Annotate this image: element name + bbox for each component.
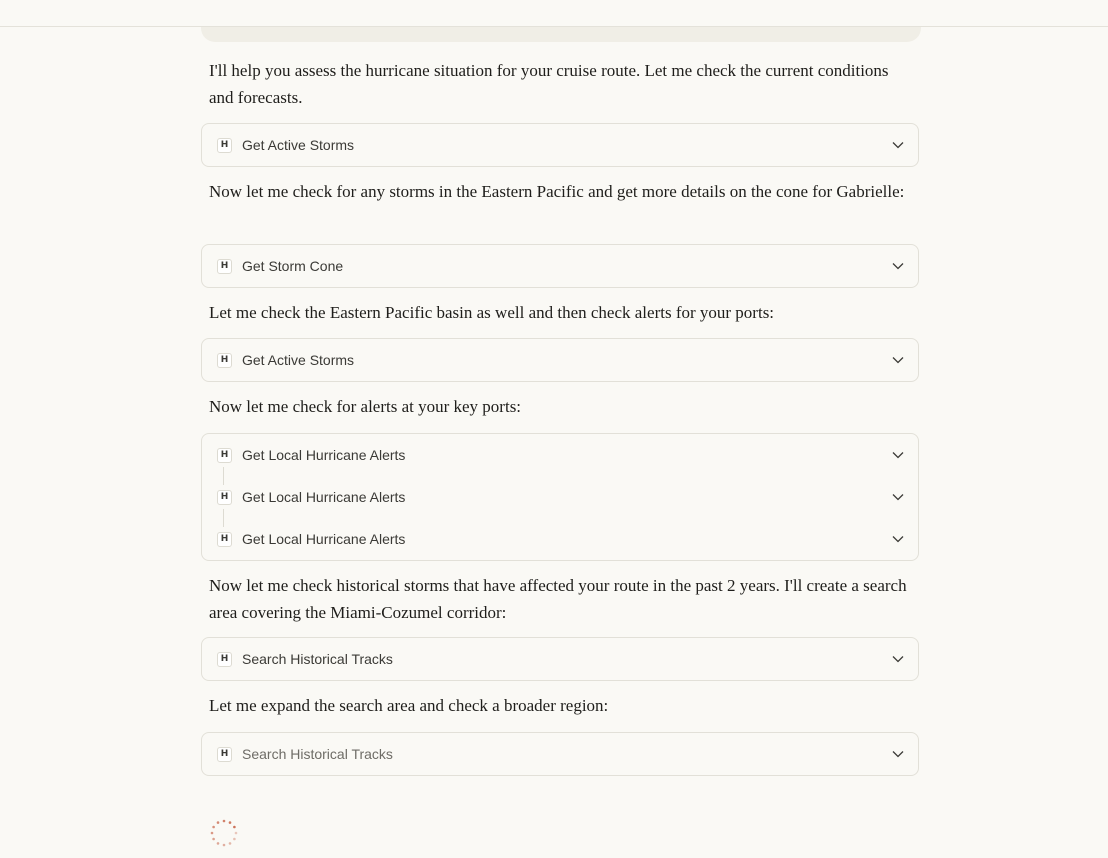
tool-row[interactable] [202,476,918,518]
assistant-text-6: Let me expand the search area and check a broader region: [209,696,609,715]
tool-name: Get Local Hurricane Alerts [242,447,406,463]
assistant-text-4: Now let me check for alerts at your key ports: [209,397,522,416]
tool-card-group-local-alerts [201,433,919,561]
assistant-text-1: I'll help you assess the hurricane situation for your cruise route. Let me check the current conditions and forecasts. [209,61,889,107]
tool-name: Search Historical Tracks [242,651,393,667]
tool-badge-icon: H [217,532,232,547]
chevron-down-icon[interactable] [892,262,904,270]
chevron-down-icon[interactable] [892,750,904,758]
tool-name: Get Local Hurricane Alerts [242,489,406,505]
tool-card-get-active-storms-2 [201,338,919,382]
loading-spinner-icon [209,818,239,848]
tool-card-get-active-storms-1 [201,123,919,167]
tool-card-get-storm-cone [201,244,919,288]
chevron-down-icon[interactable] [892,493,904,501]
tool-badge-icon: H [217,747,232,762]
tool-row[interactable] [202,638,918,680]
assistant-text-2: Now let me check for any storms in the Eastern Pacific and get more details on the cone for Gabrielle: [209,182,905,201]
chevron-down-icon[interactable] [892,356,904,364]
assistant-text-3: Let me check the Eastern Pacific basin as well and then check alerts for your ports: [209,303,775,322]
tool-name: Get Storm Cone [242,258,344,274]
tool-badge-icon: H [217,138,232,153]
assistant-text-5: Now let me check historical storms that have affected your route in the past 2 years. I'll create a search area covering the Miami-Cozumel corridor: [209,576,907,622]
tool-badge-icon: H [217,448,232,463]
tool-row[interactable] [202,124,918,166]
tool-row[interactable] [202,518,918,560]
tool-row[interactable] [202,733,918,775]
tool-row[interactable] [202,339,918,381]
chevron-down-icon[interactable] [892,535,904,543]
top-bar [0,0,1108,27]
tool-card-search-historical-tracks-1 [201,637,919,681]
tool-name: Get Active Storms [242,352,355,368]
chevron-down-icon[interactable] [892,141,904,149]
tool-row[interactable] [202,434,918,476]
chevron-down-icon[interactable] [892,655,904,663]
tool-badge-icon: H [217,652,232,667]
tool-name: Get Active Storms [242,137,355,153]
tool-badge-icon: H [217,353,232,368]
tool-badge-icon: H [217,490,232,505]
tool-name: Search Historical Tracks [242,746,393,762]
chevron-down-icon[interactable] [892,451,904,459]
tool-card-search-historical-tracks-2 [201,732,919,776]
tool-row[interactable] [202,245,918,287]
tool-badge-icon: H [217,259,232,274]
tool-name: Get Local Hurricane Alerts [242,531,406,547]
